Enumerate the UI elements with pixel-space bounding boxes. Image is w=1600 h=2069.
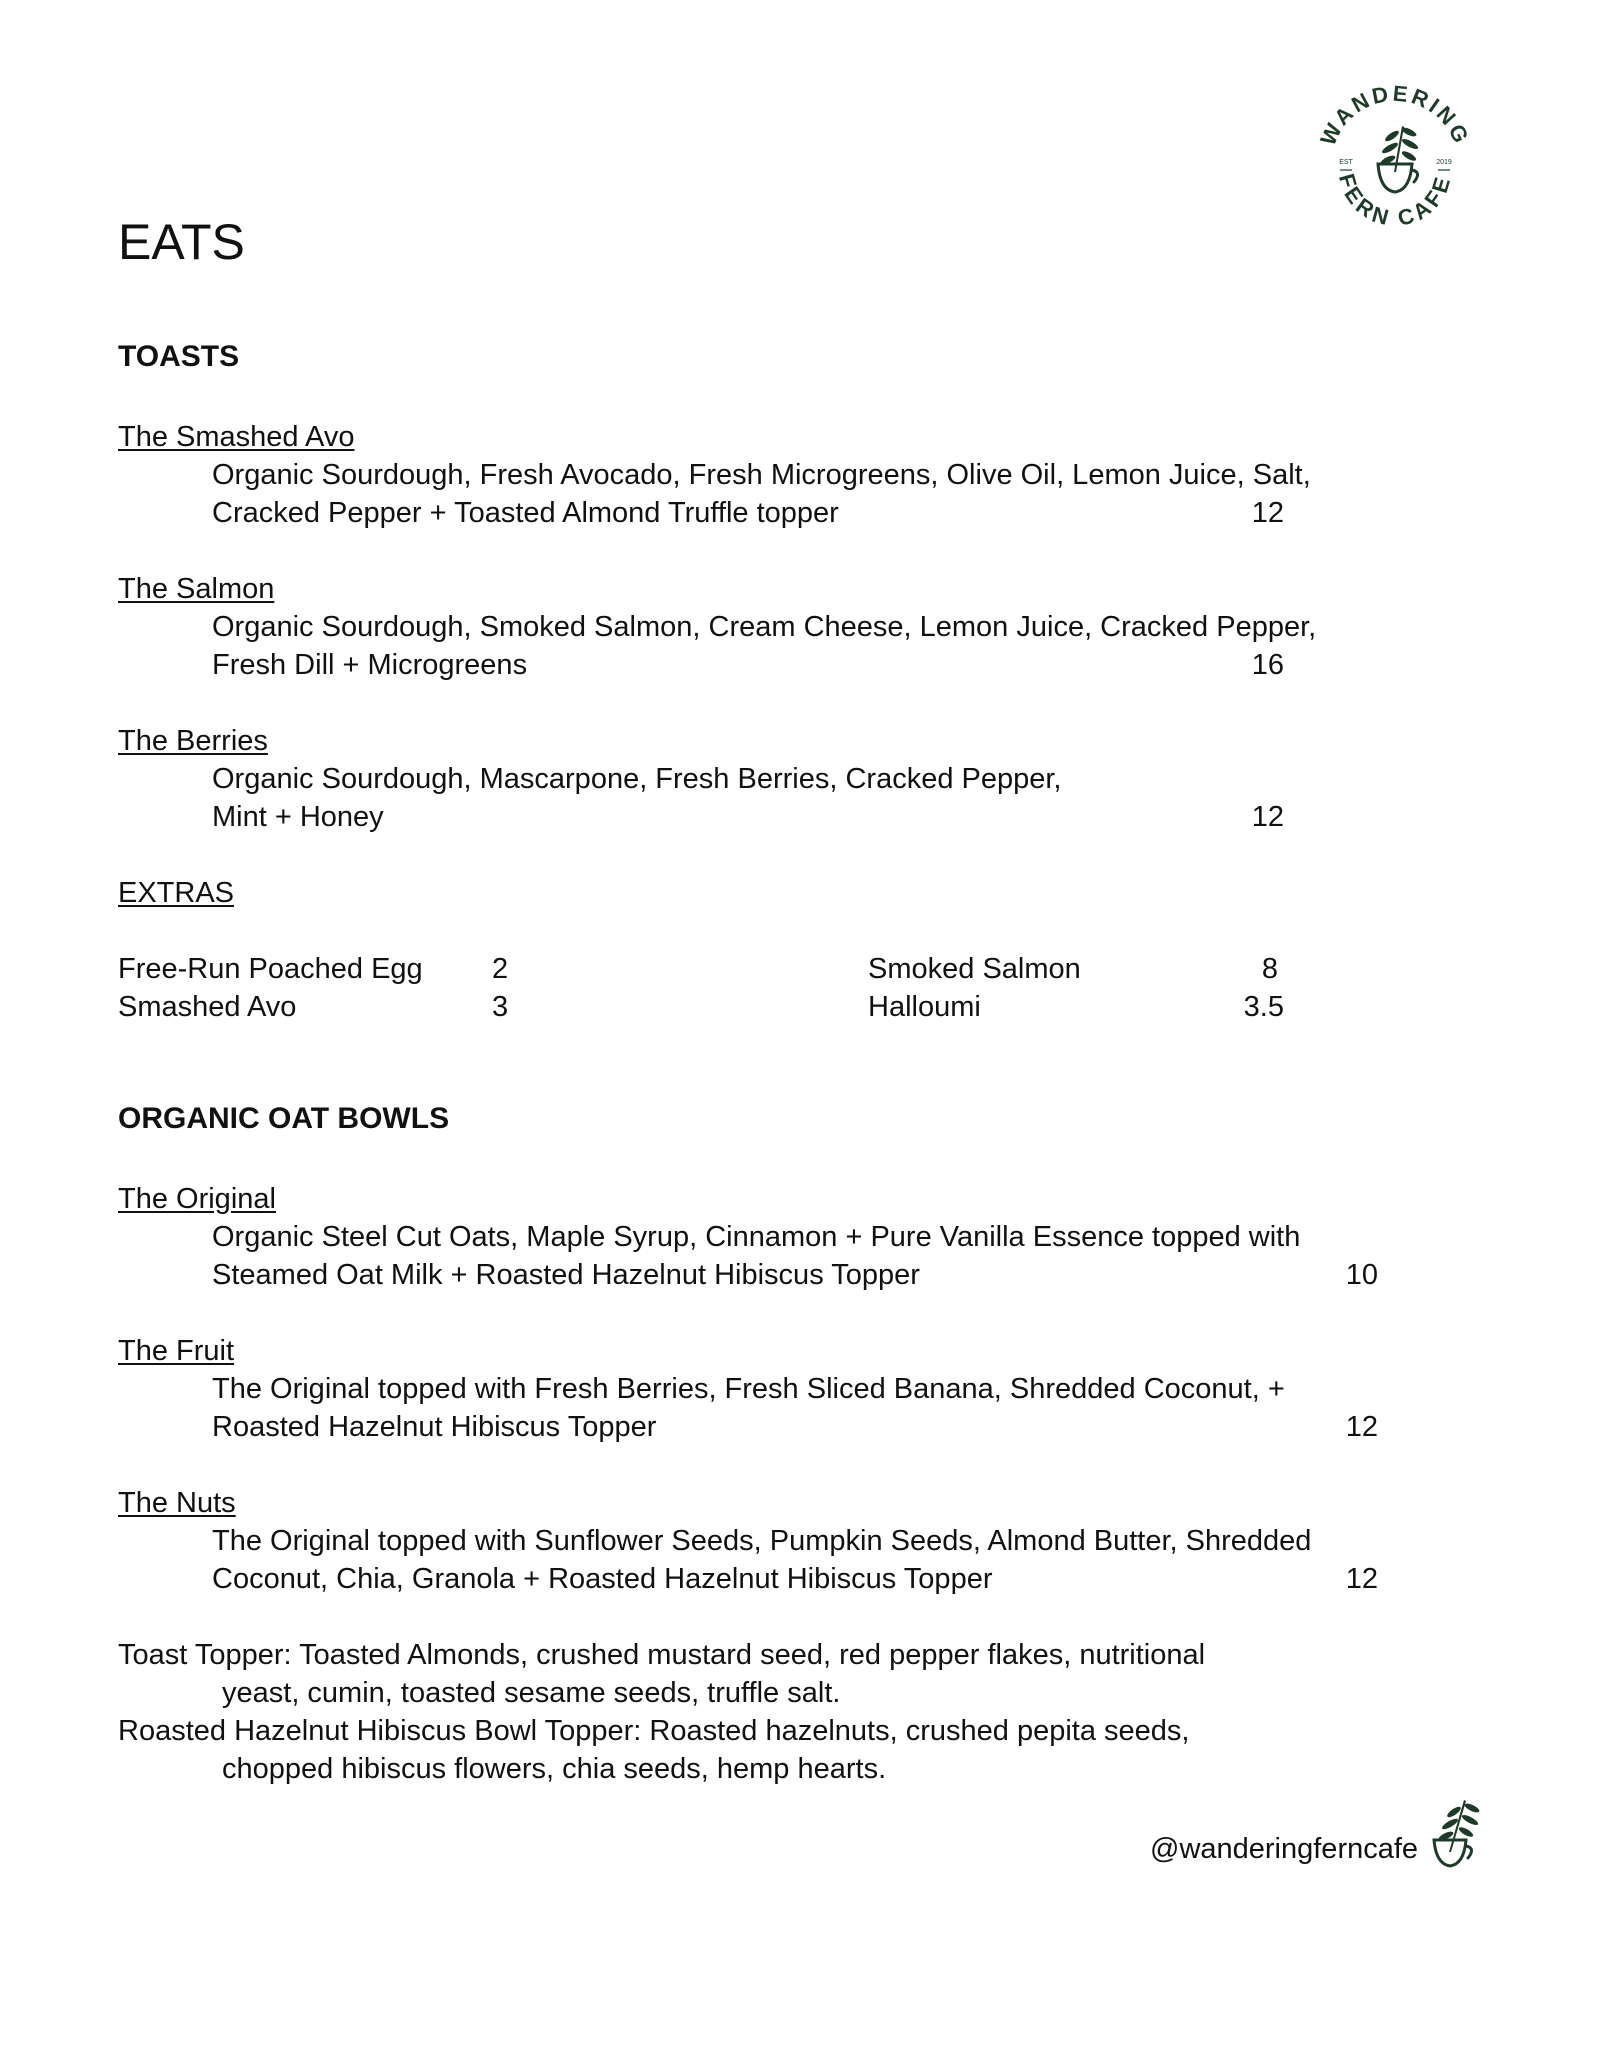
logo-bottom-text: FERN CAFE xyxy=(1333,170,1457,231)
social-handle: @wanderingferncafe xyxy=(1150,1833,1419,1865)
toast-item-desc: Organic Sourdough, Smoked Salmon, Cream Cheese, Lemon Juice, Cracked Pepper, xyxy=(212,611,1317,643)
bowl-item-price: 12 xyxy=(1345,1563,1378,1595)
fern-cup-logo-icon xyxy=(1310,72,1480,242)
toast-item-name: The Berries xyxy=(118,725,268,757)
bowl-item-desc: The Original topped with Sunflower Seeds, Pumpkin Seeds, Almond Butter, Shredded xyxy=(212,1525,1312,1557)
extra-price: 3 xyxy=(492,991,509,1023)
extra-name: Free-Run Poached Egg xyxy=(118,953,423,985)
toast-item-desc: Organic Sourdough, Fresh Avocado, Fresh Microgreens, Olive Oil, Lemon Juice, Salt, xyxy=(212,459,1311,491)
toast-item-name: The Smashed Avo xyxy=(118,421,355,453)
extra-price: 2 xyxy=(492,953,509,985)
bowl-item-name: The Fruit xyxy=(118,1335,235,1367)
extra-name: Halloumi xyxy=(868,991,981,1023)
bowl-item-name: The Nuts xyxy=(118,1487,236,1519)
logo-top-text: WANDERING xyxy=(1315,80,1475,150)
toast-item-desc: Fresh Dill + Microgreens xyxy=(212,649,528,681)
bowl-item-name: The Original xyxy=(118,1183,276,1215)
toast-item-price: 12 xyxy=(1251,801,1284,833)
page-title: EATS xyxy=(118,214,245,270)
extras-heading: EXTRAS xyxy=(118,877,235,909)
extra-price: 8 xyxy=(1261,953,1278,985)
oat-bowls-heading: ORGANIC OAT BOWLS xyxy=(118,1102,450,1135)
toast-item-price: 12 xyxy=(1251,497,1284,529)
extra-price: 3.5 xyxy=(1243,991,1284,1023)
toasts-heading: TOASTS xyxy=(118,340,240,373)
toast-topper-note: Toast Topper: Toasted Almonds, crushed mustard seed, red pepper flakes, nutritional xyxy=(118,1639,1206,1671)
toast-item-desc: Organic Sourdough, Mascarpone, Fresh Berries, Cracked Pepper, xyxy=(212,763,1062,795)
toast-topper-note-cont: yeast, cumin, toasted sesame seeds, truffle salt. xyxy=(222,1677,841,1709)
extra-name: Smoked Salmon xyxy=(868,953,1081,985)
svg-text:WANDERING xyxy=(1315,81,1474,150)
toast-item-price: 16 xyxy=(1251,649,1284,681)
bowl-topper-note-cont: chopped hibiscus flowers, chia seeds, hemp hearts. xyxy=(222,1753,887,1785)
toast-item-name: The Salmon xyxy=(118,573,275,605)
bowl-item-desc: Roasted Hazelnut Hibiscus Topper xyxy=(212,1411,657,1443)
bowl-item-desc: Coconut, Chia, Granola + Roasted Hazelnut Hibiscus Topper xyxy=(212,1563,993,1595)
bowl-item-desc: Steamed Oat Milk + Roasted Hazelnut Hibiscus Topper xyxy=(212,1259,920,1291)
logo-est: EST xyxy=(1339,159,1353,166)
fern-cup-small-icon xyxy=(1420,1794,1488,1872)
bowl-item-desc: Organic Steel Cut Oats, Maple Syrup, Cinnamon + Pure Vanilla Essence topped with xyxy=(212,1221,1301,1253)
bowl-topper-note: Roasted Hazelnut Hibiscus Bowl Topper: Roasted hazelnuts, crushed pepita seeds, xyxy=(118,1715,1190,1747)
extra-name: Smashed Avo xyxy=(118,991,297,1023)
toast-item-desc: Mint + Honey xyxy=(212,801,384,833)
toast-item-desc: Cracked Pepper + Toasted Almond Truffle topper xyxy=(212,497,839,529)
logo-year: 2019 xyxy=(1436,159,1452,166)
bowl-item-price: 10 xyxy=(1345,1259,1378,1291)
bowl-item-price: 12 xyxy=(1345,1411,1378,1443)
svg-text:FERN CAFE xyxy=(1334,171,1456,231)
cafe-logo xyxy=(1310,72,1480,242)
bowl-item-desc: The Original topped with Fresh Berries, Fresh Sliced Banana, Shredded Coconut, + xyxy=(212,1373,1285,1405)
